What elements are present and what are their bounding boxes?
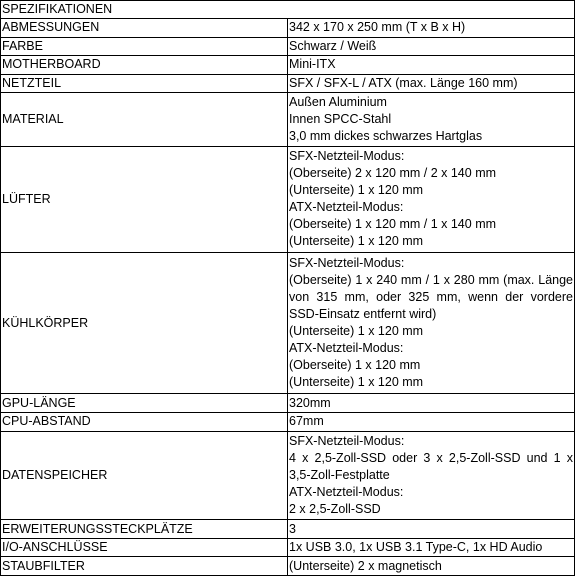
spec-value-cell bbox=[288, 253, 575, 394]
spec-value-line: ATX-Netzteil-Modus: bbox=[289, 484, 404, 499]
spec-value-line: (Unterseite) 1 x 120 mm bbox=[289, 324, 424, 339]
spec-label-cell bbox=[1, 538, 288, 557]
spec-value-line: ATX-Netzteil-Modus: bbox=[289, 200, 404, 215]
spec-value-line: (Oberseite) 1 x 120 mm bbox=[289, 358, 421, 373]
spec-value-line: 3,0 mm dickes schwarzes Hartglas bbox=[289, 129, 483, 144]
spec-value-cell bbox=[288, 520, 575, 539]
spec-label: MOTHERBOARD bbox=[2, 57, 101, 72]
spec-label: I/O-ANSCHLÜSSE bbox=[2, 540, 108, 555]
table-row bbox=[1, 146, 575, 252]
spec-value-cell bbox=[288, 37, 575, 56]
spec-value-line: (Oberseite) 1 x 240 mm / 1 x 280 mm (max. Länge von 315 mm, oder 325 mm, wenn der vordere SSD-Einsatz entfernt wird) bbox=[289, 273, 573, 322]
spec-label: CPU-ABSTAND bbox=[2, 414, 91, 429]
spec-label: LÜFTER bbox=[2, 191, 51, 206]
spec-label: DATENSPEICHER bbox=[2, 467, 108, 482]
spec-label: ERWEITERUNGSSTECKPLÄTZE bbox=[2, 521, 193, 536]
spec-label: KÜHLKÖRPER bbox=[2, 315, 89, 330]
table-row bbox=[1, 538, 575, 557]
spec-value-line: (Unterseite) 1 x 120 mm bbox=[289, 183, 424, 198]
table-title-row bbox=[1, 1, 575, 19]
spec-value-line: 1x USB 3.0, 1x USB 3.1 Type-C, 1x HD Audio bbox=[289, 540, 543, 555]
spec-value-line: SFX / SFX-L / ATX (max. Länge 160 mm) bbox=[289, 75, 518, 90]
spec-value-line: (Unterseite) 2 x magnetisch bbox=[289, 558, 442, 573]
table-row bbox=[1, 394, 575, 413]
spec-value-cell bbox=[288, 412, 575, 431]
spec-label-cell bbox=[1, 146, 288, 252]
spec-value-line: 67mm bbox=[289, 414, 324, 429]
spec-label-cell bbox=[1, 93, 288, 147]
spec-value-line: SFX-Netzteil-Modus: bbox=[289, 149, 405, 164]
spec-label-cell bbox=[1, 394, 288, 413]
spec-value-line: ATX-Netzteil-Modus: bbox=[289, 341, 404, 356]
table-row bbox=[1, 19, 575, 38]
spec-value-cell bbox=[288, 56, 575, 75]
spec-label-cell bbox=[1, 412, 288, 431]
spec-label-cell bbox=[1, 520, 288, 539]
spec-value-line: Innen SPCC-Stahl bbox=[289, 112, 392, 127]
spec-label-cell bbox=[1, 37, 288, 56]
spec-value-line: (Oberseite) 2 x 120 mm / 2 x 140 mm bbox=[289, 166, 497, 181]
table-title: SPEZIFIKATIONEN bbox=[1, 1, 575, 19]
spec-value-line: Außen Aluminium bbox=[289, 95, 387, 110]
spec-value-cell bbox=[288, 394, 575, 413]
table-row bbox=[1, 74, 575, 93]
table-row bbox=[1, 431, 575, 520]
spec-label: FARBE bbox=[2, 38, 43, 53]
spec-value-line: (Unterseite) 1 x 120 mm bbox=[289, 234, 424, 249]
spec-label: MATERIAL bbox=[2, 112, 64, 127]
spec-value-cell bbox=[288, 74, 575, 93]
table-row bbox=[1, 253, 575, 394]
spec-label-cell bbox=[1, 253, 288, 394]
spec-table-body bbox=[1, 1, 575, 576]
spec-value-cell bbox=[288, 19, 575, 38]
spec-value-cell bbox=[288, 431, 575, 520]
table-row bbox=[1, 56, 575, 75]
spec-value-line: SFX-Netzteil-Modus: bbox=[289, 433, 405, 448]
spec-label-cell bbox=[1, 557, 288, 576]
spec-label-cell bbox=[1, 19, 288, 38]
spec-label: GPU-LÄNGE bbox=[2, 395, 76, 410]
spec-value-cell bbox=[288, 93, 575, 147]
table-row bbox=[1, 37, 575, 56]
spec-label: STAUBFILTER bbox=[2, 558, 85, 573]
spec-label: NETZTEIL bbox=[2, 75, 62, 90]
spec-value-line: 2 x 2,5-Zoll-SSD bbox=[289, 501, 381, 516]
spec-value-line: SFX-Netzteil-Modus: bbox=[289, 256, 405, 271]
spec-value-cell bbox=[288, 146, 575, 252]
spec-label-cell bbox=[1, 74, 288, 93]
spec-value-line: (Unterseite) 1 x 120 mm bbox=[289, 375, 424, 390]
spec-value-line: (Oberseite) 1 x 120 mm / 1 x 140 mm bbox=[289, 217, 497, 232]
spec-label-cell bbox=[1, 431, 288, 520]
spec-value-cell bbox=[288, 557, 575, 576]
spec-label-cell bbox=[1, 56, 288, 75]
spec-value-line: 4 x 2,5-Zoll-SSD oder 3 x 2,5-Zoll-SSD und 1 x 3,5-Zoll-Festplatte bbox=[289, 450, 573, 482]
spec-value-cell bbox=[288, 538, 575, 557]
table-row bbox=[1, 520, 575, 539]
spec-value-line: Mini-ITX bbox=[289, 57, 336, 72]
table-row bbox=[1, 93, 575, 147]
spec-label: ABMESSUNGEN bbox=[2, 20, 100, 35]
table-row bbox=[1, 557, 575, 576]
table-row bbox=[1, 412, 575, 431]
spec-value-line: Schwarz / Weiß bbox=[289, 38, 377, 53]
spec-value-line: 320mm bbox=[289, 395, 331, 410]
spec-value-line: 3 bbox=[289, 521, 296, 536]
spec-value-line: 342 x 170 x 250 mm (T x B x H) bbox=[289, 20, 466, 35]
